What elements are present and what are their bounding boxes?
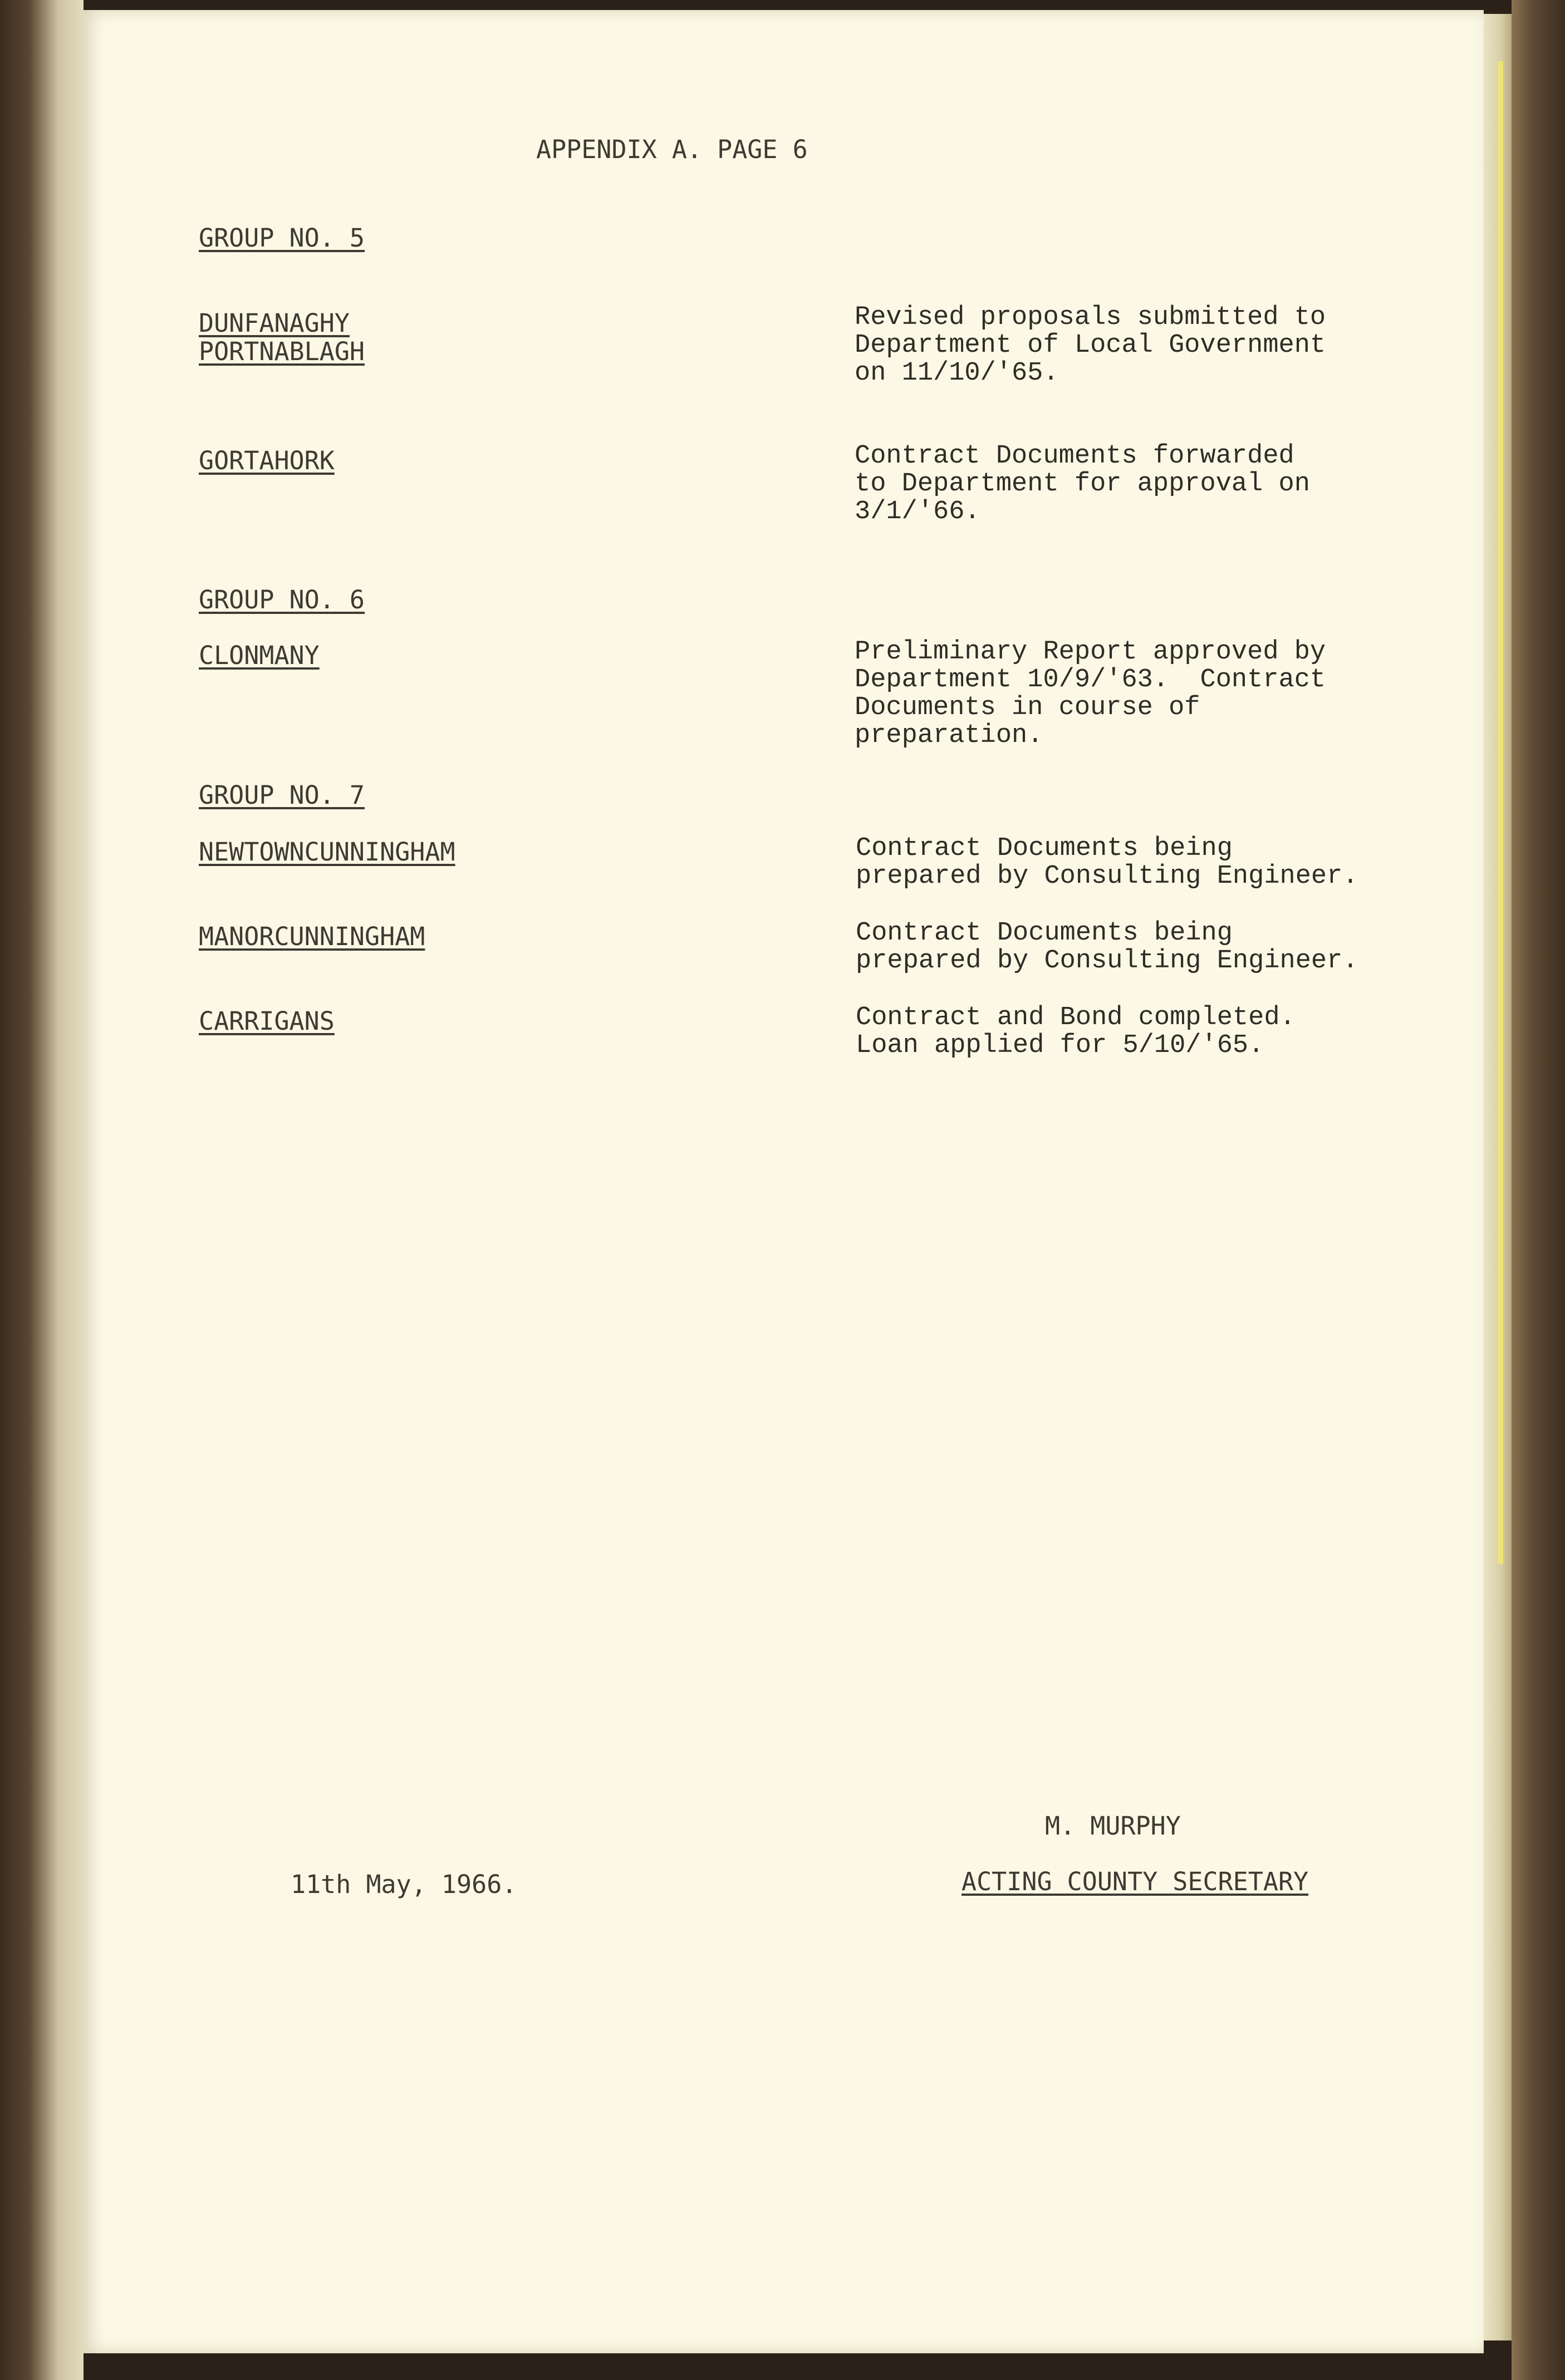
place-name: CARRIGANS — [199, 1006, 335, 1036]
status-text: Contract Documents being prepared by Consulting Engineer. — [856, 834, 1358, 891]
document-date: 11th May, 1966. — [291, 1870, 517, 1899]
place-name: NEWTOWNCUNNINGHAM — [199, 837, 455, 867]
place-name: GORTAHORK — [199, 446, 335, 475]
status-text: Contract Documents being prepared by Consulting Engineer. — [856, 918, 1358, 976]
status-text: Revised proposals submitted to Department of Local Government on 11/10/'65. — [855, 303, 1326, 388]
status-text: Contract and Bond completed. Loan applied for 5/10/'65. — [856, 1003, 1296, 1060]
yellow-tab-edge — [1498, 61, 1503, 1564]
status-text: Contract Documents forwarded to Department for approval on 3/1/'66. — [855, 441, 1310, 527]
place-name: CLONMANY — [199, 641, 320, 670]
book-edge — [1512, 0, 1565, 2380]
status-text: Preliminary Report approved by Department 10/9/'63. Contract Documents in course of preparation. — [855, 637, 1326, 750]
group-heading: GROUP NO. 6 — [199, 585, 365, 614]
binding-spine — [0, 0, 84, 2380]
group-heading: GROUP NO. 5 — [199, 223, 365, 253]
group-heading: GROUP NO. 7 — [199, 780, 365, 810]
page-header: APPENDIX A. PAGE 6 — [536, 135, 808, 164]
signatory-title: ACTING COUNTY SECRETARY — [961, 1867, 1309, 1896]
place-name: MANORCUNNINGHAM — [199, 922, 425, 951]
signatory-name: M. MURPHY — [1045, 1811, 1181, 1841]
place-name: DUNFANAGHY PORTNABLAGH — [199, 308, 365, 366]
